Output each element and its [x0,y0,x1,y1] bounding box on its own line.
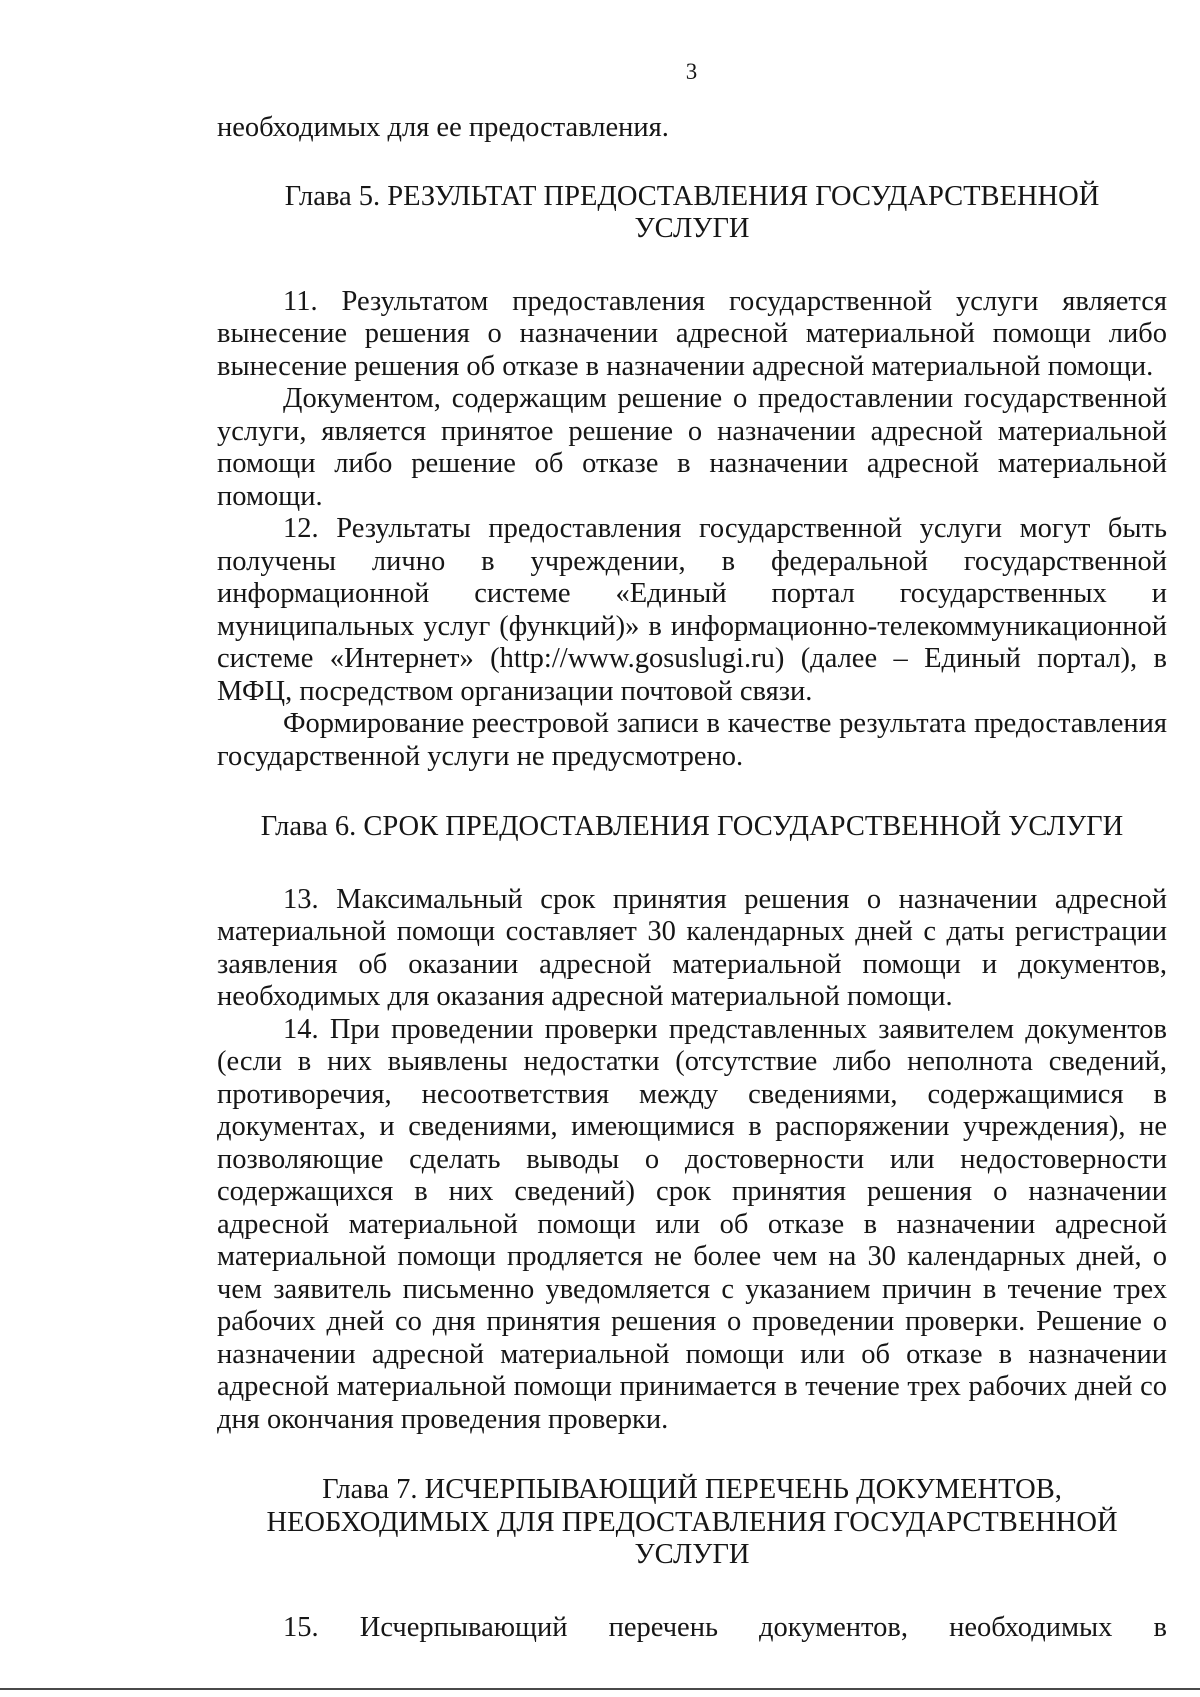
paragraph-14: 14. При проведении проверки представленных заявителем документов (если в них выявлены недостатки (отсутствие либо неполнота сведений, противоречия, несоответствия между сведениями, содержащимися в документах, и сведениями, имеющимися в распоряжении учреждения), не позволяющие сделать выводы о достоверности или недостоверности содержащихся в них сведений) срок принятия решения о назначении адресной материальной помощи или об отказе в назначении адресной материальной помощи продляется не более чем на 30 календарных дней, о чем заявитель письменно уведомляется с указанием причин в течение трех рабочих дней со дня принятия решения о проведении проверки. Решение о назначении адресной материальной помощи или об отказе в назначении адресной материальной помощи принимается в течение трех рабочих дней со дня окончания проведения проверки. [217,1013,1167,1435]
page-number: 3 [685,59,698,84]
paragraph-11: 11. Результатом предоставления государственной услуги является вынесение решения о назначении адресной материальной помощи либо вынесение решения об отказе в назначении адресной материальной помощи. [217,285,1167,382]
spacer [217,145,1167,181]
opening-line: необходимых для ее предоставления. [217,112,669,143]
spacer [217,246,1167,286]
paragraph-15: 15. Исчерпывающий перечень документов, необходимых в [283,1611,1167,1643]
chapter-7-title: Глава 7. ИСЧЕРПЫВАЮЩИЙ ПЕРЕЧЕНЬ ДОКУМЕНТОВ, НЕОБХОДИМЫХ ДЛЯ ПРЕДОСТАВЛЕНИЯ ГОСУДАРСТВЕННОЙ УСЛУГИ [266,1474,1118,1570]
paragraph-12: 12. Результаты предоставления государственной услуги могут быть получены лично в учреждении, в федеральной государственной информационной системе «Единый портал государственных и муниципальных услуг (функций)» в информационно-телекоммуникационной системе «Интернет» (http://www.gosuslugi.ru) (далее – Единый портал), в МФЦ, посредством организации почтовой связи. [217,513,1167,707]
spacer [217,1436,1167,1474]
document-body [217,112,1167,1644]
spacer [217,1572,1167,1612]
chapter-6-title: Глава 6. СРОК ПРЕДОСТАВЛЕНИЯ ГОСУДАРСТВЕННОЙ УСЛУГИ [260,811,1124,842]
chapter-5-title: Глава 5. РЕЗУЛЬТАТ ПРЕДОСТАВЛЕНИЯ ГОСУДАРСТВЕННОЙ УСЛУГИ [284,180,1100,244]
paragraph-12-registry: Формирование реестровой записи в качестве результата предоставления государственной услуги не предусмотрено. [217,708,1167,772]
paragraph-11-document: Документом, содержащим решение о предоставлении государственной услуги, является принятое решение о назначении адресной материальной помощи либо решение об отказе в назначении адресной материальной помощи. [217,383,1167,512]
paragraph-13: 13. Максимальный срок принятия решения о назначении адресной материальной помощи составляет 30 календарных дней с даты регистрации заявления об оказании адресной материальной помощи и документов, необходимых для оказания адресной материальной помощи. [217,883,1167,1012]
page-bottom-rule [0,1688,1200,1690]
spacer [217,773,1167,811]
spacer [217,844,1167,884]
